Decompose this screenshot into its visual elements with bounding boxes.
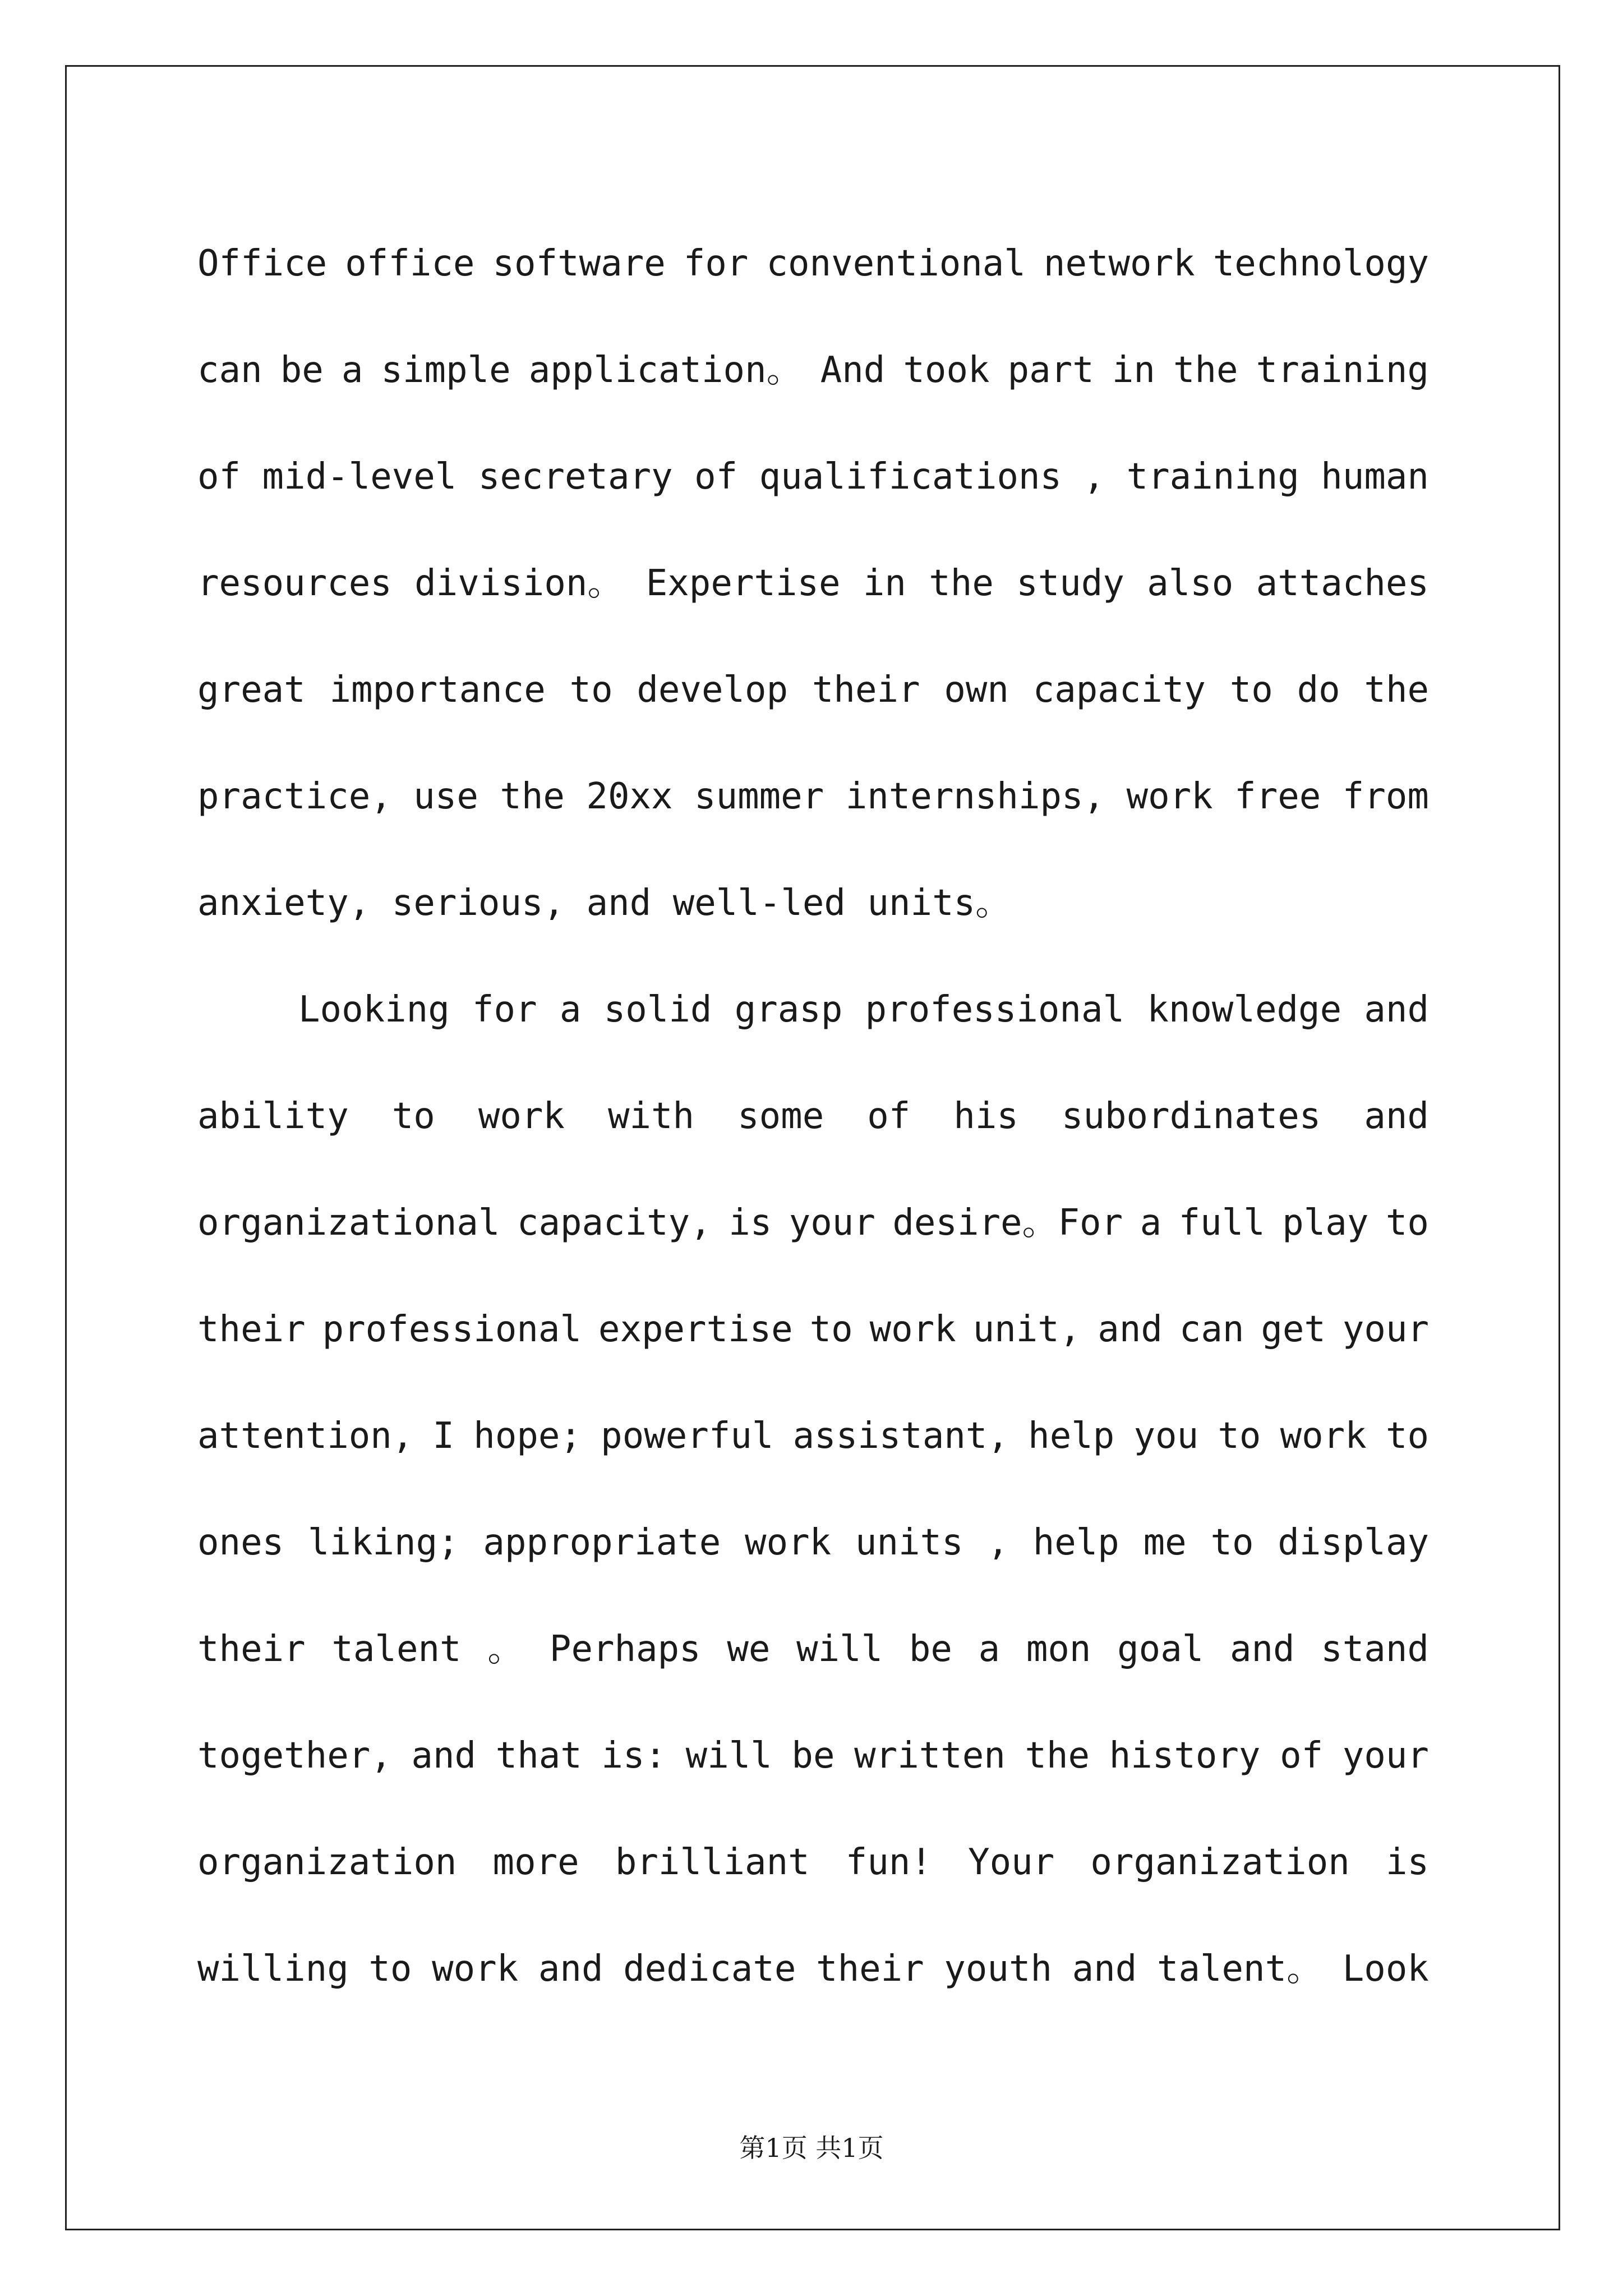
word: I [432, 1415, 455, 1457]
word: your [1342, 1309, 1429, 1350]
word: attaches [1256, 563, 1429, 604]
word: attention, [197, 1415, 414, 1457]
word: software [492, 243, 666, 284]
word: a [341, 349, 363, 391]
word: use [413, 776, 478, 817]
word: youth [944, 1948, 1052, 1990]
word: liking; [307, 1522, 459, 1563]
word: took [903, 349, 990, 391]
word: and [1364, 989, 1429, 1030]
word: organization [1090, 1842, 1350, 1883]
word: a [978, 1628, 1000, 1670]
word: be [791, 1735, 835, 1777]
word: be [280, 349, 324, 391]
word: to [1385, 1415, 1429, 1457]
word: training [1256, 349, 1429, 391]
word: and [1229, 1628, 1295, 1670]
word: the [929, 563, 994, 604]
word: for [472, 989, 537, 1030]
word: subordinates [1061, 1096, 1321, 1137]
word: work [478, 1096, 565, 1137]
word: willing [197, 1948, 349, 1990]
word: their [197, 1628, 306, 1670]
text-line [197, 637, 1429, 743]
text-line [197, 1596, 1429, 1703]
word: appropriate [483, 1522, 721, 1563]
word: that [495, 1735, 582, 1777]
word: office [345, 243, 475, 284]
word: in [1112, 349, 1155, 391]
word: unit, [972, 1309, 1081, 1350]
word: a [559, 989, 582, 1030]
word: is [1385, 1842, 1429, 1883]
word: to [809, 1309, 853, 1350]
word: Look [1342, 1948, 1429, 1990]
word: units [855, 1522, 963, 1563]
word: professional [865, 989, 1125, 1030]
word: develop [637, 669, 789, 711]
word: the [500, 776, 565, 817]
word: talent。 [1156, 1948, 1323, 1990]
text-line [197, 424, 1429, 530]
text-line [197, 1809, 1429, 1916]
word: simple [381, 349, 511, 391]
word: ability [197, 1096, 349, 1137]
word: , [987, 1522, 1009, 1563]
word: also [1147, 563, 1234, 604]
word: 20xx [586, 776, 673, 817]
word: Looking [298, 989, 450, 1030]
word: and [1072, 1948, 1137, 1990]
word: to [569, 669, 613, 711]
text-line [197, 1916, 1429, 2022]
word: a [1140, 1202, 1162, 1244]
word: some [737, 1096, 824, 1137]
text-line: anxiety, serious, and well-led units。 [197, 882, 1012, 924]
word: work [745, 1522, 832, 1563]
word: for [683, 243, 749, 284]
word: display [1278, 1522, 1429, 1563]
word: can [1179, 1309, 1244, 1350]
word: can [197, 349, 262, 391]
word: and [1364, 1096, 1429, 1137]
text-line [197, 210, 1429, 317]
word: free [1234, 776, 1321, 817]
word: internships, [845, 776, 1105, 817]
word: help [1032, 1522, 1119, 1563]
word: qualifications [759, 456, 1062, 498]
word: full [1178, 1202, 1265, 1244]
word: together, [197, 1735, 392, 1777]
word: we [727, 1628, 771, 1670]
word: to [391, 1096, 435, 1137]
word: to [368, 1948, 412, 1990]
word: dedicate [623, 1948, 796, 1990]
word: is: [601, 1735, 667, 1777]
word: be [909, 1628, 952, 1670]
word: fun! [845, 1842, 932, 1883]
word: ones [197, 1522, 284, 1563]
word: of [197, 456, 241, 498]
word: to [1385, 1202, 1429, 1244]
word: of [1280, 1735, 1324, 1777]
word: his [953, 1096, 1018, 1137]
word: human [1321, 456, 1429, 498]
word: brilliant [615, 1842, 810, 1883]
word: do [1297, 669, 1340, 711]
word: division。 [414, 563, 624, 604]
word: practice, [197, 776, 392, 817]
word: organizational [197, 1202, 500, 1244]
word: will [685, 1735, 772, 1777]
word: of [867, 1096, 911, 1137]
word: their [816, 1948, 924, 1990]
word: work [1126, 776, 1213, 817]
text-line [197, 956, 1429, 1063]
word: work [869, 1309, 956, 1350]
word: , [1083, 456, 1105, 498]
word: 。 [487, 1628, 524, 1670]
text-line [197, 1276, 1429, 1383]
word: the [1173, 349, 1238, 391]
word: capacity, [517, 1202, 712, 1244]
word: mid-level [262, 456, 457, 498]
document-body [197, 210, 1429, 2022]
word: great [197, 669, 306, 711]
word: your [789, 1202, 875, 1244]
word: And [820, 349, 886, 391]
word: knowledge [1147, 989, 1342, 1030]
word: solid [603, 989, 712, 1030]
word: you [1133, 1415, 1199, 1457]
text-line [197, 1063, 1429, 1170]
word: will [796, 1628, 883, 1670]
word: of [694, 456, 738, 498]
page-footer: 第1页 共1页 [739, 2133, 884, 2163]
word: application。 [528, 349, 803, 391]
word: capacity [1032, 669, 1206, 711]
word: study [1016, 563, 1124, 604]
word: the [1025, 1735, 1090, 1777]
word: and [1098, 1309, 1163, 1350]
word: conventional [766, 243, 1026, 284]
text-line [197, 743, 1429, 850]
word: with [607, 1096, 695, 1137]
word: assistant, [792, 1415, 1009, 1457]
word: organization [197, 1842, 457, 1883]
text-line [197, 530, 1429, 637]
word: powerful [601, 1415, 774, 1457]
word: in [863, 563, 906, 604]
word: Office [197, 243, 328, 284]
word: help [1028, 1415, 1115, 1457]
word: Your [968, 1842, 1055, 1883]
text-line [197, 1170, 1429, 1276]
word: hope; [473, 1415, 582, 1457]
word: the [1364, 669, 1429, 711]
word: and [411, 1735, 477, 1777]
word: and [538, 1948, 603, 1990]
word: work [1280, 1415, 1367, 1457]
text-line [197, 1489, 1429, 1596]
text-line [197, 1703, 1429, 1809]
word: is [728, 1202, 772, 1244]
word: goal [1117, 1628, 1204, 1670]
word: history [1109, 1735, 1261, 1777]
word: me [1143, 1522, 1187, 1563]
word: work [432, 1948, 519, 1990]
word: summer [694, 776, 824, 817]
word: to [1218, 1415, 1261, 1457]
word: grasp [734, 989, 843, 1030]
word: training [1126, 456, 1299, 498]
word: professional [322, 1309, 582, 1350]
word: secretary [478, 456, 673, 498]
text-line [197, 1383, 1429, 1489]
word: importance [329, 669, 546, 711]
word: to [1229, 669, 1273, 711]
word: get [1261, 1309, 1326, 1350]
word: their [811, 669, 920, 711]
word: desire。For [892, 1202, 1123, 1244]
word: own [944, 669, 1009, 711]
word: resources [197, 563, 392, 604]
word: to [1210, 1522, 1254, 1563]
word: play [1282, 1202, 1369, 1244]
word: Perhaps [549, 1628, 701, 1670]
word: stand [1321, 1628, 1429, 1670]
word: Expertise [645, 563, 841, 604]
word: talent [331, 1628, 462, 1670]
word: mon [1026, 1628, 1091, 1670]
word: from [1342, 776, 1429, 817]
word: your [1342, 1735, 1429, 1777]
word: network [1043, 243, 1195, 284]
word: written [854, 1735, 1006, 1777]
word: more [492, 1842, 579, 1883]
word: expertise [598, 1309, 793, 1350]
word: technology [1212, 243, 1429, 284]
text-line [197, 317, 1429, 424]
word: part [1007, 349, 1094, 391]
word: their [197, 1309, 306, 1350]
